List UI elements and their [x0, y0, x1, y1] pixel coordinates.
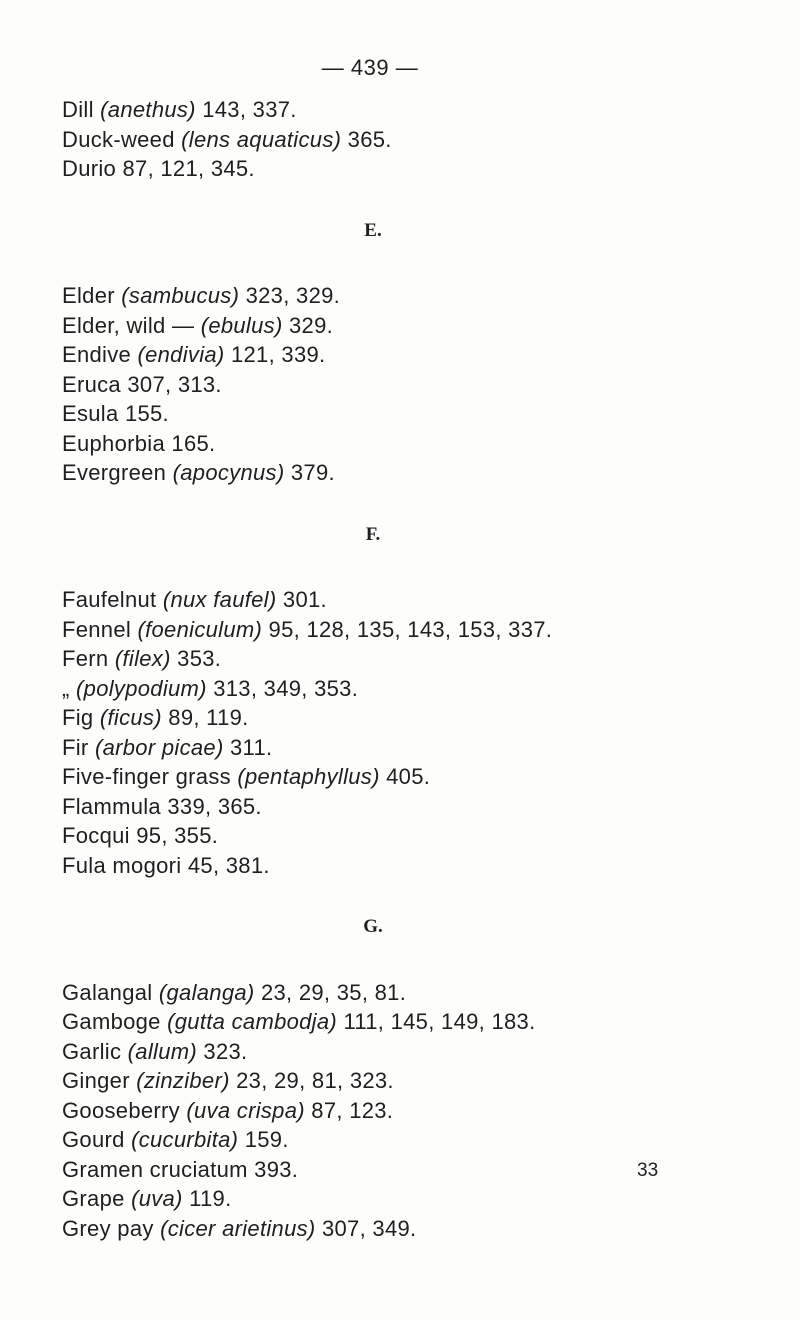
entry-page-refs: 379. — [284, 460, 335, 485]
entry-latin-name: (lens aquaticus) — [181, 126, 342, 152]
entry-term: Faufelnut — [62, 587, 163, 612]
index-entry — [62, 851, 762, 881]
entry-page-refs: 155. — [124, 401, 169, 426]
entry-term: Grape — [62, 1186, 132, 1211]
entry-latin-name: (ebulus) — [200, 312, 283, 338]
index-entry — [62, 281, 762, 311]
entry-latin-name: (cicer arietinus) — [160, 1215, 316, 1241]
entry-page-refs: 121, 339. — [224, 342, 326, 367]
entry-term: Elder, wild — — [62, 312, 201, 338]
index-entry — [62, 429, 762, 459]
entry-page-refs: 323, 329. — [239, 283, 341, 308]
entry-latin-name: (pentaphyllus) — [237, 764, 380, 789]
entry-term: Flammula — [62, 793, 168, 819]
entry-term: Esula — [62, 401, 125, 426]
entry-page-refs: 405. — [379, 764, 431, 789]
index-entry — [62, 1125, 762, 1155]
entry-page-refs: 95, 128, 135, 143, 153, 337. — [262, 616, 553, 642]
entry-term: Fern — [62, 646, 115, 671]
entry-term: Euphorbia — [62, 430, 172, 456]
entry-term: Dill — [62, 97, 101, 122]
entry-page-refs: 87, 123. — [304, 1097, 394, 1123]
page-number: — 439 — — [321, 55, 419, 80]
entry-term: Fig — [62, 705, 100, 730]
entry-term: Fula mogori — [62, 852, 188, 878]
entry-latin-name: (nux faufel) — [162, 587, 277, 612]
index-entry — [62, 1096, 762, 1126]
entry-latin-name: (ficus) — [99, 705, 162, 730]
entry-latin-name: (filex) — [114, 646, 171, 671]
index-entry — [62, 370, 762, 400]
entry-page-refs: 339, 365. — [167, 793, 262, 819]
entry-latin-name: (foeniculum) — [137, 616, 263, 642]
entry-page-refs: 23, 29, 35, 81. — [254, 979, 407, 1005]
entry-term: „ — [62, 675, 77, 701]
index-entry — [62, 340, 762, 370]
index-entry — [62, 1184, 762, 1214]
entry-page-refs: 307, 313. — [127, 371, 222, 397]
index-entry — [62, 399, 762, 429]
entry-latin-name: (apocynus) — [172, 460, 285, 485]
entry-term: Eruca — [62, 371, 128, 397]
index-entry — [62, 585, 762, 615]
index-entry — [62, 674, 762, 704]
entry-page-refs: 119. — [182, 1186, 232, 1211]
entry-page-refs: 353. — [170, 646, 222, 671]
entry-term: Durio — [62, 156, 123, 181]
entry-latin-name: (uva) — [131, 1186, 183, 1211]
entry-term: Gramen cruciatum — [62, 1156, 255, 1182]
entry-page-refs: 143, 337. — [195, 97, 297, 122]
entry-term: Gourd — [62, 1127, 132, 1152]
index-entry — [62, 95, 762, 125]
entry-term: Fennel — [62, 616, 138, 642]
index-entry — [62, 792, 762, 822]
entry-page-refs: 307, 349. — [315, 1215, 417, 1241]
entry-term: Garlic — [62, 1038, 128, 1064]
entry-page-refs: 23, 29, 81, 323. — [229, 1068, 394, 1093]
entry-term: Gooseberry — [62, 1097, 187, 1123]
index-entry — [62, 821, 762, 851]
entry-page-refs: 329. — [282, 312, 334, 338]
entry-page-refs: 323. — [197, 1038, 248, 1064]
entry-term: Focqui — [62, 823, 137, 848]
entry-latin-name: (gutta cambodja) — [167, 1009, 338, 1034]
entry-page-refs: 313, 349, 353. — [206, 675, 359, 701]
entry-page-refs: 111, 145, 149, 183. — [337, 1009, 536, 1034]
entry-term: Gamboge — [62, 1009, 168, 1034]
entry-page-refs: 95, 355. — [136, 823, 219, 848]
entry-term: Galangal — [62, 979, 159, 1005]
entry-page-refs: 87, 121, 345. — [122, 156, 255, 181]
entry-page-refs: 89, 119. — [161, 705, 249, 730]
index-entry — [62, 644, 762, 674]
entry-page-refs: 393. — [254, 1156, 299, 1182]
entry-page-refs: 311. — [223, 734, 273, 760]
entry-latin-name: (polypodium) — [76, 675, 207, 701]
entry-latin-name: (uva crispa) — [186, 1097, 305, 1123]
entry-term: Fir — [62, 734, 95, 760]
entry-latin-name: (allum) — [127, 1038, 197, 1064]
index-entry — [62, 1007, 762, 1037]
index-entry — [62, 733, 762, 763]
entry-page-refs: 159. — [238, 1127, 289, 1152]
index-entry — [62, 1214, 762, 1244]
index-entry — [62, 762, 762, 792]
entry-page-refs: 301. — [276, 587, 327, 612]
entry-term: Elder — [62, 283, 122, 308]
signature-mark: 33 — [637, 1160, 659, 1181]
entry-latin-name: (cucurbita) — [131, 1127, 239, 1152]
section-letter: G. — [363, 916, 383, 937]
index-entry — [62, 125, 762, 155]
entry-page-refs: 365. — [341, 126, 392, 152]
entry-latin-name: (galanga) — [158, 979, 255, 1005]
index-entry — [62, 311, 762, 341]
entry-page-refs: 45, 381. — [187, 852, 270, 878]
entry-term: Evergreen — [62, 460, 173, 485]
index-entry — [62, 978, 762, 1008]
index-entry — [62, 1066, 762, 1096]
index-entry — [62, 458, 762, 488]
entry-latin-name: (endivia) — [137, 342, 225, 367]
entry-latin-name: (arbor picae) — [94, 734, 224, 760]
entry-page-refs: 165. — [171, 430, 216, 456]
entry-latin-name: (zinziber) — [136, 1068, 230, 1093]
index-entry — [62, 1037, 762, 1067]
entry-term: Five-finger grass — [62, 764, 238, 789]
index-entry — [62, 154, 762, 184]
entry-term: Ginger — [62, 1068, 137, 1093]
entry-latin-name: (sambucus) — [121, 283, 240, 308]
section-letter: F. — [365, 523, 381, 545]
index-entry — [62, 615, 762, 645]
index-entries — [62, 95, 762, 1243]
entry-latin-name: (anethus) — [100, 97, 196, 122]
entry-term: Grey pay — [62, 1215, 161, 1241]
entry-term: Endive — [62, 342, 138, 367]
index-entry — [62, 703, 762, 733]
entry-term: Duck-weed — [62, 126, 182, 152]
section-letter: E. — [364, 219, 382, 241]
